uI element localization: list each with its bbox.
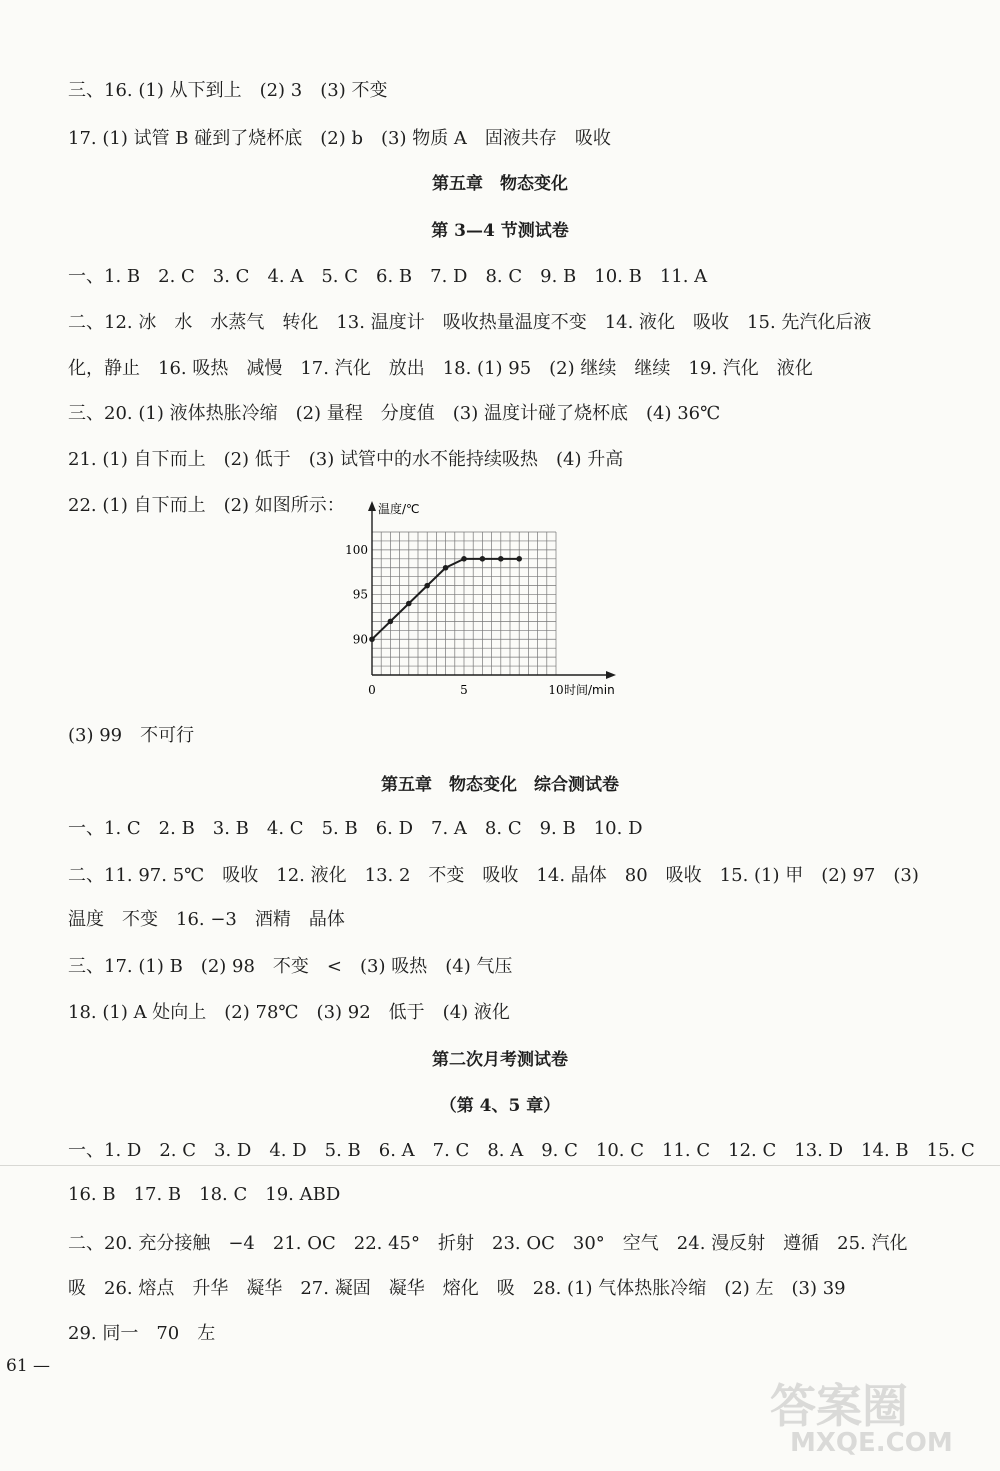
answer-line: 一、1. C 2. B 3. B 4. C 5. B 6. D 7. A 8. C 9. B 10. D xyxy=(68,818,643,839)
x-axis-arrow xyxy=(606,671,616,679)
section-subheading: 第 3—4 节测试卷 xyxy=(431,221,569,241)
data-point xyxy=(424,583,430,589)
section-heading: 第五章 物态变化 综合测试卷 xyxy=(381,775,619,795)
watermark-logo xyxy=(770,1370,990,1465)
answer-line: 一、1. D 2. C 3. D 4. D 5. B 6. A 7. C 8. A 9. C 10. C 11. C 12. C 13. D 14. B 15. C xyxy=(68,1140,975,1161)
chart-axes xyxy=(368,501,616,679)
section-heading: 第五章 物态变化 xyxy=(432,174,568,194)
answer-line: 18. (1) A 处向上 (2) 78℃ (3) 92 低于 (4) 液化 xyxy=(68,1002,510,1023)
answer-line: 16. B 17. B 18. C 19. ABD xyxy=(68,1184,341,1205)
data-point xyxy=(498,556,504,562)
section-heading: 第二次月考测试卷 xyxy=(432,1050,568,1070)
section-subheading: （第 4、5 章） xyxy=(439,1096,561,1116)
watermark-url: MXQE.COM xyxy=(790,1428,953,1458)
answer-line: 三、17. (1) B (2) 98 不变 < (3) 吸热 (4) 气压 xyxy=(68,956,513,977)
temperature-time-chart xyxy=(330,495,630,705)
y-tick-label: 100 xyxy=(345,542,368,557)
x-axis-label: 时间/min xyxy=(564,683,615,697)
data-point xyxy=(406,601,412,607)
answer-line: 吸 26. 熔点 升华 凝华 27. 凝固 凝华 熔化 吸 28. (1) 气体热胀冷缩 (2) 左 (3) 39 xyxy=(68,1278,846,1299)
y-tick-label: 90 xyxy=(352,632,368,647)
x-tick-label: 5 xyxy=(460,683,468,697)
answer-line: 三、20. (1) 液体热胀冷缩 (2) 量程 分度值 (3) 温度计碰了烧杯底 (4) 36℃ xyxy=(68,403,721,424)
answer-line: 21. (1) 自下而上 (2) 低于 (3) 试管中的水不能持续吸热 (4) 升高 xyxy=(68,449,624,470)
answer-line: 二、11. 97. 5℃ 吸收 12. 液化 13. 2 不变 吸收 14. 晶体 80 吸收 15. (1) 甲 (2) 97 (3) xyxy=(68,865,919,886)
data-point xyxy=(461,556,467,562)
answer-line: 温度 不变 16. −3 酒精 晶体 xyxy=(68,909,345,930)
data-point xyxy=(516,556,522,562)
answer-line: 29. 同一 70 左 xyxy=(68,1323,216,1344)
answer-line: (3) 99 不可行 xyxy=(68,725,195,746)
answer-line: 二、20. 充分接触 −4 21. OC 22. 45° 折射 23. OC 30° 空气 24. 漫反射 遵循 25. 汽化 xyxy=(68,1233,908,1254)
answer-line: 三、16. (1) 从下到上 (2) 3 (3) 不变 xyxy=(68,80,388,101)
answer-line: 22. (1) 自下而上 (2) 如图所示： xyxy=(68,495,345,516)
watermark-text: 答案圈 xyxy=(770,1379,908,1433)
chart-grid xyxy=(372,532,556,675)
y-tick-label: 95 xyxy=(352,587,368,602)
answer-line: 二、12. 冰 水 水蒸气 转化 13. 温度计 吸收热量温度不变 14. 液化 吸收 15. 先汽化后液 xyxy=(68,312,872,333)
y-axis-arrow xyxy=(368,501,376,511)
page-number: 61 — xyxy=(6,1356,51,1376)
data-point xyxy=(369,636,375,642)
data-point xyxy=(480,556,486,562)
x-tick-label: 10 xyxy=(548,683,564,697)
answer-line: 一、1. B 2. C 3. C 4. A 5. C 6. B 7. D 8. C 9. B 10. B 11. A xyxy=(68,266,708,287)
answer-line: 化，静止 16. 吸热 减慢 17. 汽化 放出 18. (1) 95 (2) 继续 继续 19. 汽化 液化 xyxy=(68,358,813,379)
data-point xyxy=(443,565,449,571)
answer-line: 17. (1) 试管 B 碰到了烧杯底 (2) b (3) 物质 A 固液共存 吸收 xyxy=(68,128,611,149)
fold-line xyxy=(0,1165,1000,1166)
data-point xyxy=(388,619,394,625)
x-tick-label: 0 xyxy=(368,683,376,697)
y-axis-label: 温度/℃ xyxy=(378,502,420,516)
